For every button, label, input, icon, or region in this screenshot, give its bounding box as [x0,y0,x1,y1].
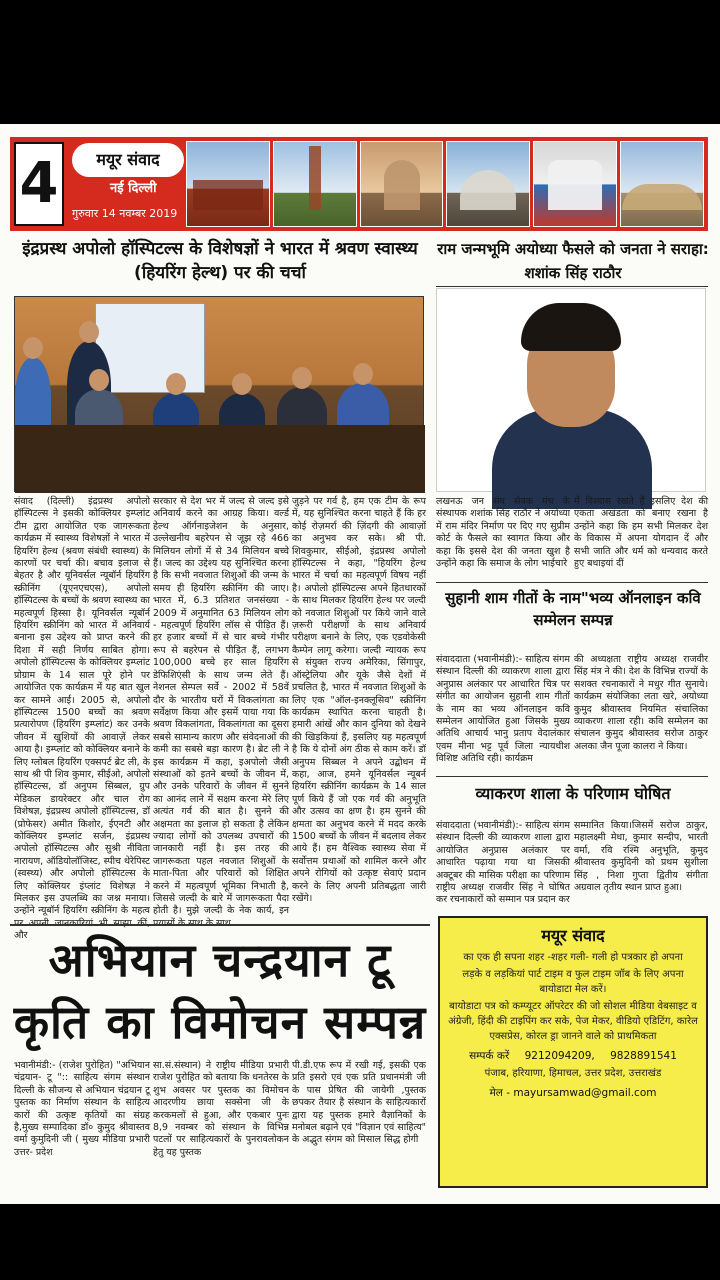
advert-email: मेल - mayursamwad@gmail.com [489,1087,657,1099]
main-story-column-3: जुड़ने पर गर्व है, हम एक टीम के रूप में, यह सुनिश्चित करना चाहते हैं कि हर कोई रोज़मर्रा की ज़िंदगी की आवाज़ों का अनुभव कर सके। श्री पी. शिवकुमार, सीईओ, इंद्रप्रस्थ अपोलो हॉस्पिटल्स ने कहा, "हियरिंग हेल्थ भारत में चर्चा का महत्वपूर्ण विषय नहीं है। अपोलो हॉस्पिटल्स अपने हितधारकों के साथ मिलकर हियरिंग हेल्थ पर जल्दी को नवजात शिशुओं पर किये जाने वाले ज़रूरी परीक्षणों के साथ अनिवार्य परीक्षण बनाने के लिए, एक एडवोकेसी कैम्पेन लागू करेगा। जल्दी न्यायक रूप से संयुक्त राज्य अमेरिका, सिंगापुर, ऑस्ट्रेलिया और यूके जैसे देशों में प्रचलित है, भारत में नवजात शिशुओं के लिए एक "ऑल-इनक्लूसिव" स्क्रीनिंग कार्यक्रम स्थापित करना चाहती है। हमारी आंखें और कान दुनिया को देखने की खिड़कियां हैं, इसलिए यह महत्वपूर्ण है कि ये दोनों अंग ठीक से काम करें। डॉ अनुपम सिब्बल ने अपने उद्बोधन में कहा, आज, हमने यूनिवर्सल न्यूबर्न हियरिंग स्क्रीनिंग कार्यक्रम के 14 साल पूर्ण किये हैं जो एक गर्व की अनुभूति और उत्सव का क्षण है। हम सुनने की क्षमता का अनुभव करने में मदद करके 1500 बच्चों के जीवन में बदलाव लेकर आये हैं। हम वैश्विक स्वास्थ्य सेवा में सर्वोत्तम प्रथाओं को शामिल करने और अपने रोगियों को उत्कृष्ट सेवाएं प्रदान करने के लिए अपनी प्रतिबद्धता जारी रखेंगे। [292,496,426,904]
poem-headline: सुहानी शाम गीतों के नाम"भव्य ऑनलाइन कवि सम्मेलन सम्पन्न [445,589,701,629]
right-story-column-2: में विश्वास रखते हैं इसलिए देश की एकता अखंडता को बनाए रखना है उन्होंने कहा कि हम सभी मिलकर देश के विकास में अपना योगदान दें और सभी जाति और धर्म को धन्यवाद करते हुए बधाइयां दीं [574,496,708,570]
main-story-column-2: सरकार से देश भर में जल्द से जल्द इसे अनिवार्य करने का आग्रह किया। वर्ल्ड हेल्थ ऑर्गनाइजेशन के अनुसार, उल्लेखनीय बहरेपन से जूझ रहे 466 मिलियन लोगों में से 34 मिलियन बच्चे हैं। जल्द का उद्देश्य यह सुनिश्चित करना है कि सभी नवजात शिशुओं की जन्म के समय ही हियरिंग स्क्रीनिंग की जाए। भारत में, 6.3 प्रतिशत जनसंख्या - 2009 में अनुमानित 63 मिलियन लोग - महत्वपूर्ण हियरिंग लॉस से पीड़ित हैं। हर हजार बच्चों में से चार बच्चे गंभीर रूप से बहरेपन से पीड़ित हैं, लगभग 100,000 बच्चे हर साल हियरिंग डेफिशिएंसी के साथ जन्म लेते हैं। नेशनल सेम्पल सर्वे - 2002 में 58वें दौर के भारतीय घरों में विकलांगता का सर्वेक्षण किया और इसमें पाया गया कि श्रवण विकलांगता, विकलांगता का दूसरा सबसे सामान्य कारण और संवेदनाओं की कमी का सबसे बड़ा कारण है। ब्रेट ली ने इस कार्यक्रम में कहा, इअपोलो जैसी संस्थाओं को इतने बच्चों के जीवन में, और उनके परिवारों के जीवन में सुनने का आनंद लाने में सक्षम करना मेरे लिए अत्यंत गर्व की बात है। सुनने की अक्षमता का इलाज हो सकता है लेकिन ज्यादा लोगों को उपलब्ध उपचारों की जानकारी नहीं है। इस तरह की जागरूकता पहल नवजात शिशुओं के माता-पिता और परिवारों को शिक्षित करने में महत्वपूर्ण भूमिका निभाती है, जिससे जल्दी के बारे में जागरूकता पैदा होती है। मुझे जल्दी के नेक कार्य, इन [153,496,289,917]
shashank-singh-rathore-portrait [436,288,706,492]
presentation-screen [95,303,205,393]
divider [436,582,708,583]
dateline: गुरुवार 14 नवम्बर 2019 [72,207,178,220]
grammar-headline: व्याकरण शाला के परिणाम घोषित [475,784,671,803]
chandrayaan-story-column-2: सा.सं.संस्थान) ने राष्ट्रीय मीडिया प्रभारी राजेश पुरोहित को बताया कि धनतेरस के शुभ अवसर पर पुस्तक का विमोचन आदरणीय छाया सक्सेना जी के करकमलों से हुआ, और एकबार पुनः 8,9 नवम्बर को संस्थान के विभिन्न पटलों पर साहित्यकारों के पुनरावलोकन हेतु यह पुस्तक [153,1060,289,1158]
advert-title: मयूर संवाद [541,926,605,945]
main-story-column-1: संवाद (दिल्ली) इंद्रप्रस्थ अपोलो हॉस्पिटल्स ने इसकी कोक्लियर इम्प्लांट टीम द्वारा आयोजित एक जागरूकता कार्यक्रम में स्वास्थ्य विशेषज्ञों ने भारत में हियरिंग हेल्थ (श्रवण संबंधी स्वास्थ्य) के कारणों पर चर्चा की। बचाव इलाज से बेहतर है और यूनिवर्सल न्यूबॉर्न हियरिंग स्क्रीनिंग (यूएनएचएस), अपोलो हॉस्पिटल्स के बच्चों के श्रवण स्वास्थ्य का महत्वपूर्ण हिस्सा है। यूनिवर्सल न्यूबॉर्न हियरिंग स्क्रीनिंग को भारत में अनिवार्य बनाना इस उद्देश्य को प्राप्त करने की दिशा में सही निर्णय साबित होगा। अपोलो हॉस्पिटल्स के कोक्लियर इम्प्लांट प्रोग्राम के 14 साल पूरे होने पर आयोजित एक कार्यक्रम में यह बात खुल कर सामने आई। 2005 से, अपोलो हॉस्पिटल्स 1500 बच्चों का श्रवण प्रत्यारोपण (हियरिंग इम्प्लांट) कर उनके जीवन में खुशियों की आवाज़ें लेकर आया है। इम्प्लांट को कोक्लियर बनाने के लिए ग्लोबल हियरिंग एक्सपर्ट ब्रेट ली, के साथ श्री पी शिव कुमार, सीईओ, अपोलो हॉस्पिटल्स, डॉ अनुपम सिब्बल, ग्रुप मेडिकल डायरेक्टर और चाल रोग विशेषज्ञ, इंद्रप्रस्थ अपोलो हॉस्पिटल्स, डॉ (प्रोफेसर) अमीत किशोर, ईएनटी और कोक्लियर इम्प्लांट सर्जन, इंद्रप्रस्थ अपोलो हॉस्पिटल्स और सुश्री नीविता नारायण, ऑडियोलॉजिस्ट, स्पीच थेरेपिस्ट (स्वस्थ्य) और अपोलो हॉस्पिटल्स के लिए कोक्लियर इंप्लांट विशेषज्ञ ने मिलकर इस उपलब्धि का जश्न मनाया। उन्होंने न्यूबॉर्न हियरिंग स्क्रीनिंग के महत्व और [14,496,150,942]
masthead [10,137,708,231]
advert-regions: पंजाब, हरियाणा, हिमाचल, उत्तर प्रदेश, उत्तराखंड [484,1068,662,1079]
divider [436,776,708,777]
newspaper-page [0,124,720,1204]
city-name: नई दिल्ली [110,181,157,196]
india-gate-photo [360,141,444,227]
grammar-story-column-1: संवाददाता (भवानीमंडी):- साहित्य संगम संस्थान दिल्ली की व्याकरण शाला द्वारा आयोजित अनुप्रास अलंकार पर आधारित पढ़ाया गया था जिसकी अक्टूबर की मासिक परीक्षा का परिणाम राष्ट्रीय अध्यक्ष राजवीर सिंह ने घोषित कर रचनाकारों को सम्मान पत्र प्रदान कर [436,820,570,906]
poem-story-column-1: संवाददाता (भवानीमंडी):- साहित्य संगम संस्थान दिल्ली की व्याकरण शाला द्वारा अनुप्रास अलंकार पर आधारित चित्र पर संगीत का आयोजन सुहानी शाम गीतों के नाम का भव्य ऑनलाइन कवि सम्मेलन आयोजित हुआ जिसके मुख्य अतिथि आचार्य भानु प्रताप वेदालंकार एवम मीना भट्ट पूर्व जिला न्यायधीश विशिष्ट अतिथि रही। कार्यक्रम [436,654,570,765]
poem-story-column-2: की अध्यक्षता राष्ट्रीय अध्यक्ष राजवीर सिंह मंत्र ने की। देश के विभिन्न राज्यों के सशक्त रचनाकारों ने मधुर गीत सुनाये। कार्यक्रम संयोजिका लता खरे, अयोध्या कुमुद श्रीवास्तव नियमित संचालिका व्याकरण शाला रही। कवि सम्मेलन का संचालन कुमुद श्रीवास्तव सरोज ठाकुर अलका जैन पूजा कालरा ने किया। [574,654,708,752]
contact-label: सम्पर्क करें [469,1050,510,1062]
chandrayaan-story-column-1: भवानीमंडी:- (राजेश पुरोहित) "अभियान चंद्रयान- टू ":: साहित्य संगम संस्थान दिल्ली के सौजन्य से अभियान चंद्रयान टू पुस्तक का निर्माण संस्थान के साहित्य कारों की उत्कृष्ट कृतियों का संग्रह है,मुख्य सम्पादिका डॉ० कुमुद श्रीवास्तव वर्मा कुमुदिनी जी ( मुख्य मीडिया प्रभारी उत्तर- प्रदेश [14,1060,150,1158]
paper-name: मयूर संवाद [72,143,184,177]
chandrayaan-headline: अभियान चन्द्रयान टू कृति का विमोचन सम्पन्न [13,933,427,1049]
phone-number: 9212094209, [524,1050,595,1062]
metro-train-photo [533,141,617,227]
conference-table [15,425,425,493]
advert-jobs: लड़के व लड़कियां पार्ट टाइम व फुल टाइम जॉब के लिए अपना बायोडाटा मेल करें। [462,969,684,995]
divider [436,286,708,287]
divider [10,924,430,926]
supreme-court-photo [446,141,530,227]
right-headline: राम जन्मभूमि अयोध्या फैसले को जनता ने सराहा: शशांक सिंह राठौर [437,240,709,282]
right-story-column-1: लखनऊ जन संघ सेवक मंच के संस्थापक शशांक सिंह राठौर ने अयोध्या में राम मंदिर निर्माण पर दिए गए सुप्रीम कोर्ट के फैसले का स्वागत किया और कहा कि इससे देश की जनता खुश है उन्होंने कहा कि समाज के लोग भाईचारे [436,496,570,570]
advert-contact [448,1048,698,1064]
qutub-minar-photo [273,141,357,227]
advert-requirements: बायोडाटा पत्र को कम्प्यूटर ऑपरेटर की जो सोशल मीडिया वेबसाइट व अंग्रेजी, हिंदी की टाइपिंग कर सके, पेज मेकर, वीडियो एडिटिंग, कारेल एक्सप्रेस, कोरल ड्रा जानने वाले को प्राथमिकता [448,1001,698,1042]
red-fort-photo [186,141,270,227]
press-conference-photo [14,296,424,492]
chandrayaan-story-column-3: पी.डी.एफ रूप में रखी गई, इसकी एक प्रति इसरो एवं एक प्रति प्रधानमंत्री जी के पास प्रेषित की जायेगी ,पुस्तक छपकर तैयार है संस्थान के साहित्यकारों द्वारा यह पुस्तक हमारे वैज्ञानिकों के मनोबल बढ़ाने एवं "विज्ञान एवं साहित्य" के अद्भुत संगम को मिसाल सिद्ध होगी [292,1060,426,1146]
parliament-photo [620,141,704,227]
page-number: 4 [14,142,64,226]
phone-number: 9828891541 [610,1050,677,1062]
main-headline: इंद्रप्रस्थ अपोलो हॉस्पिटल्स के विशेषज्ञों ने भारत में श्रवण स्वास्थ्य (हियरिंग हेल्थ) पर की चर्चा [22,239,418,283]
grammar-story-column-2: सम्मानित किया।जिसमें सरोज ठाकुर, महालक्ष्मी मेधा, कुमार सन्दीप, भारती वर्मा, रवि रश्मि अनुभूति, कुमुद श्रीवास्तव कुमुदिनी को प्रथम सुशीला सिंह , निशा गुप्ता द्वितीय संगीता अग्रवाल तृतीय स्थान प्राप्त हुआ। [574,820,708,894]
monument-photo-strip [186,141,704,227]
advert-slogan: का एक ही सपना शहर -शहर गली- गली हो पत्रकार हो अपना [463,952,683,963]
recruitment-advert [438,916,708,1188]
